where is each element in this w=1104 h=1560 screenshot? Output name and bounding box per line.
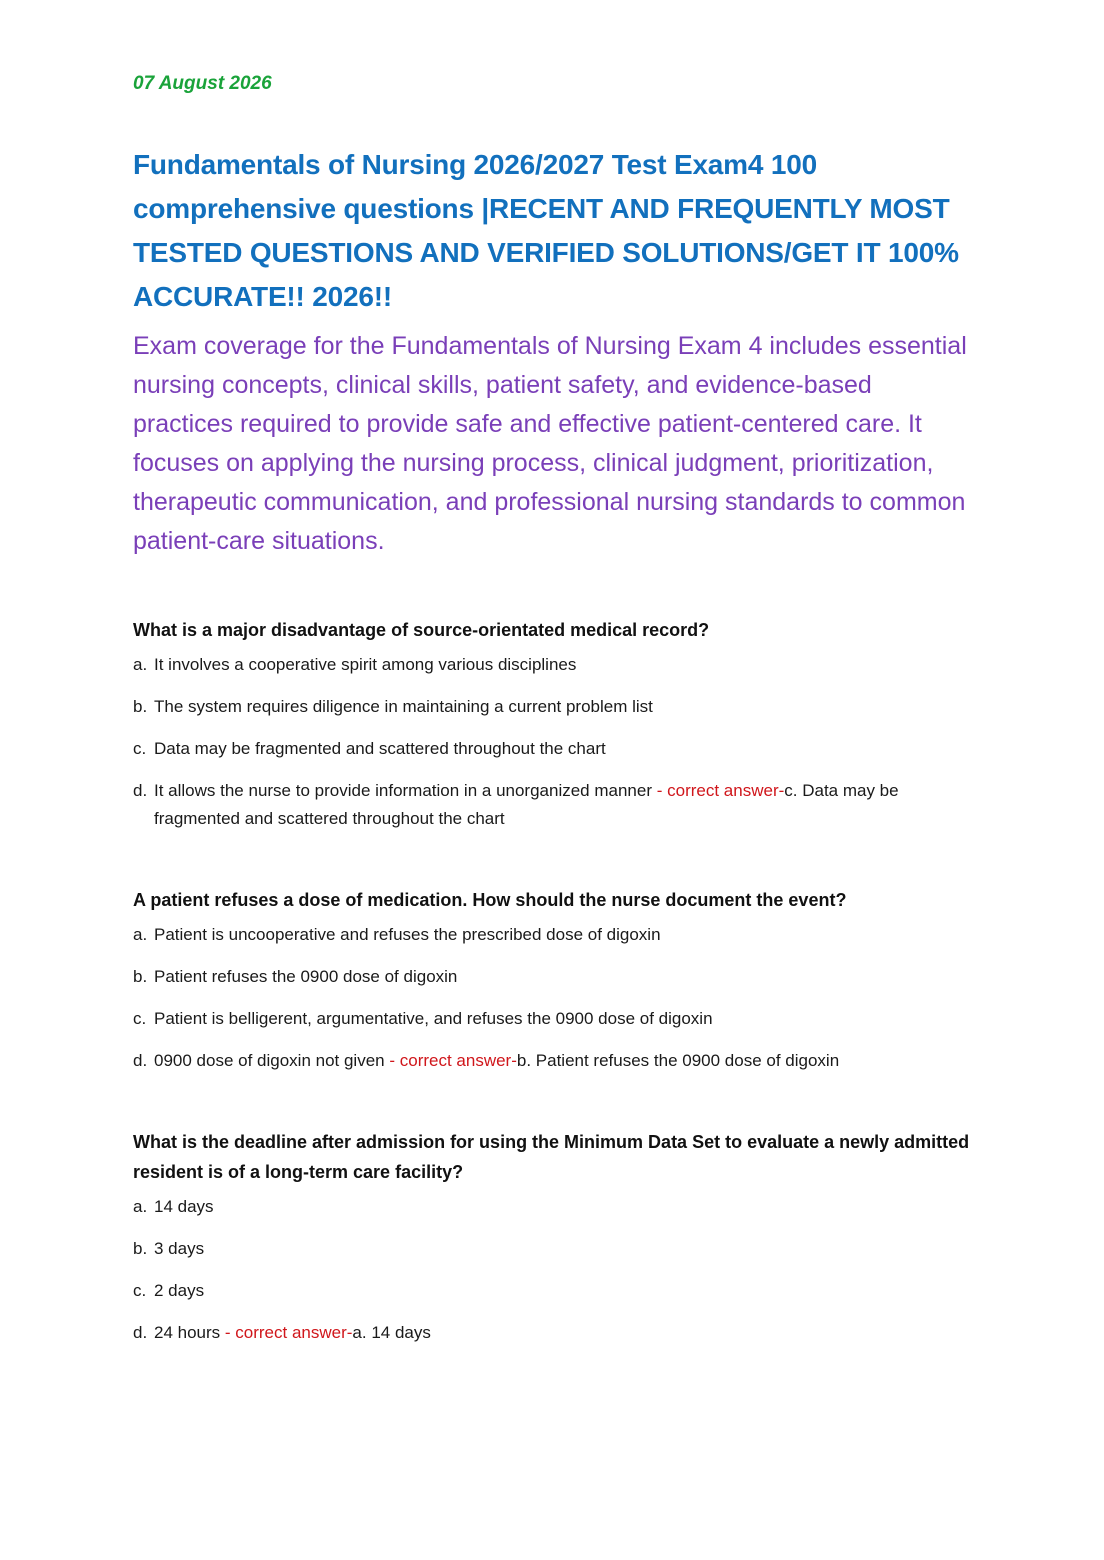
document-page: [133, 70, 973, 1361]
option-text: Patient refuses the 0900 dose of digoxin: [154, 967, 458, 986]
question-text: What is the deadline after admission for using the Minimum Data Set to evaluate a newly admitted resident is of a long-term care facility?: [133, 1132, 970, 1182]
option-b: [133, 1235, 973, 1263]
question-block-2: [133, 885, 973, 1075]
option-a: [133, 921, 973, 949]
option-d: [133, 777, 973, 833]
option-text-with-answer: [154, 1047, 973, 1075]
option-text: 3 days: [154, 1239, 205, 1258]
option-letter: a.: [133, 655, 148, 674]
question-text: A patient refuses a dose of medication. How should the nurse document the event?: [133, 890, 847, 910]
option-a: [133, 1193, 973, 1221]
document-title: Fundamentals of Nursing 2026/2027 Test Exam4 100 comprehensive questions |RECENT AND FREQUENTLY MOST TESTED QUESTIONS AND VERIFIED SOLUTIONS/GET IT 100% ACCURATE!! 2026!!: [133, 149, 959, 312]
correct-answer-text: a. 14 days: [352, 1323, 431, 1342]
option-text-with-answer: [154, 1319, 973, 1347]
question-block-3: [133, 1127, 973, 1347]
option-letter: c.: [133, 1009, 147, 1028]
question-block-1: [133, 615, 973, 833]
option-text: 2 days: [154, 1281, 205, 1300]
option-letter: d.: [133, 1323, 148, 1342]
option-text-with-answer: [154, 777, 973, 833]
option-text: Patient is uncooperative and refuses the prescribed dose of digoxin: [154, 925, 661, 944]
option-letter: b.: [133, 1239, 148, 1258]
option-a: [133, 651, 973, 679]
option-letter: b.: [133, 697, 148, 716]
option-text: Patient is belligerent, argumentative, and refuses the 0900 dose of digoxin: [154, 1009, 713, 1028]
correct-answer-label: correct answer-: [399, 1051, 517, 1070]
correct-answer-label: correct answer-: [667, 781, 785, 800]
option-c: [133, 735, 973, 763]
option-text: Data may be fragmented and scattered throughout the chart: [154, 739, 606, 758]
option-text: 14 days: [154, 1197, 214, 1216]
option-letter: d.: [133, 1051, 148, 1070]
correct-answer-text: c. Data may be fragmented and scattered throughout the chart: [154, 781, 899, 828]
answer-separator: -: [384, 1051, 400, 1070]
option-letter: c.: [133, 1281, 147, 1300]
option-text: It involves a cooperative spirit among various disciplines: [154, 655, 577, 674]
option-d: [133, 1047, 973, 1075]
option-letter: b.: [133, 967, 148, 986]
option-b: [133, 963, 973, 991]
option-letter: c.: [133, 739, 147, 758]
question-text: What is a major disadvantage of source-orientated medical record?: [133, 620, 710, 640]
option-text: 0900 dose of digoxin not given: [154, 1051, 385, 1070]
correct-answer-label: correct answer-: [235, 1323, 353, 1342]
answer-separator: -: [220, 1323, 236, 1342]
option-text: It allows the nurse to provide information in a unorganized manner: [154, 781, 653, 800]
option-c: [133, 1277, 973, 1305]
correct-answer-text: b. Patient refuses the 0900 dose of digoxin: [516, 1051, 840, 1070]
option-letter: d.: [133, 781, 148, 800]
option-text: 24 hours: [154, 1323, 221, 1342]
option-d: [133, 1319, 973, 1347]
option-letter: a.: [133, 925, 148, 944]
document-date: 07 August 2026: [133, 73, 272, 94]
exam-coverage-intro: Exam coverage for the Fundamentals of Nursing Exam 4 includes essential nursing concepts, clinical skills, patient safety, and evidence-based practices required to provide safe and effective patient-centered care. It focuses on applying the nursing process, clinical judgment, prioritization, therapeutic communication, and professional nursing standards to common patient-care situations.: [133, 332, 967, 555]
option-b: [133, 693, 973, 721]
option-letter: a.: [133, 1197, 148, 1216]
answer-separator: -: [652, 781, 668, 800]
option-c: [133, 1005, 973, 1033]
option-text: The system requires diligence in maintaining a current problem list: [154, 697, 653, 716]
